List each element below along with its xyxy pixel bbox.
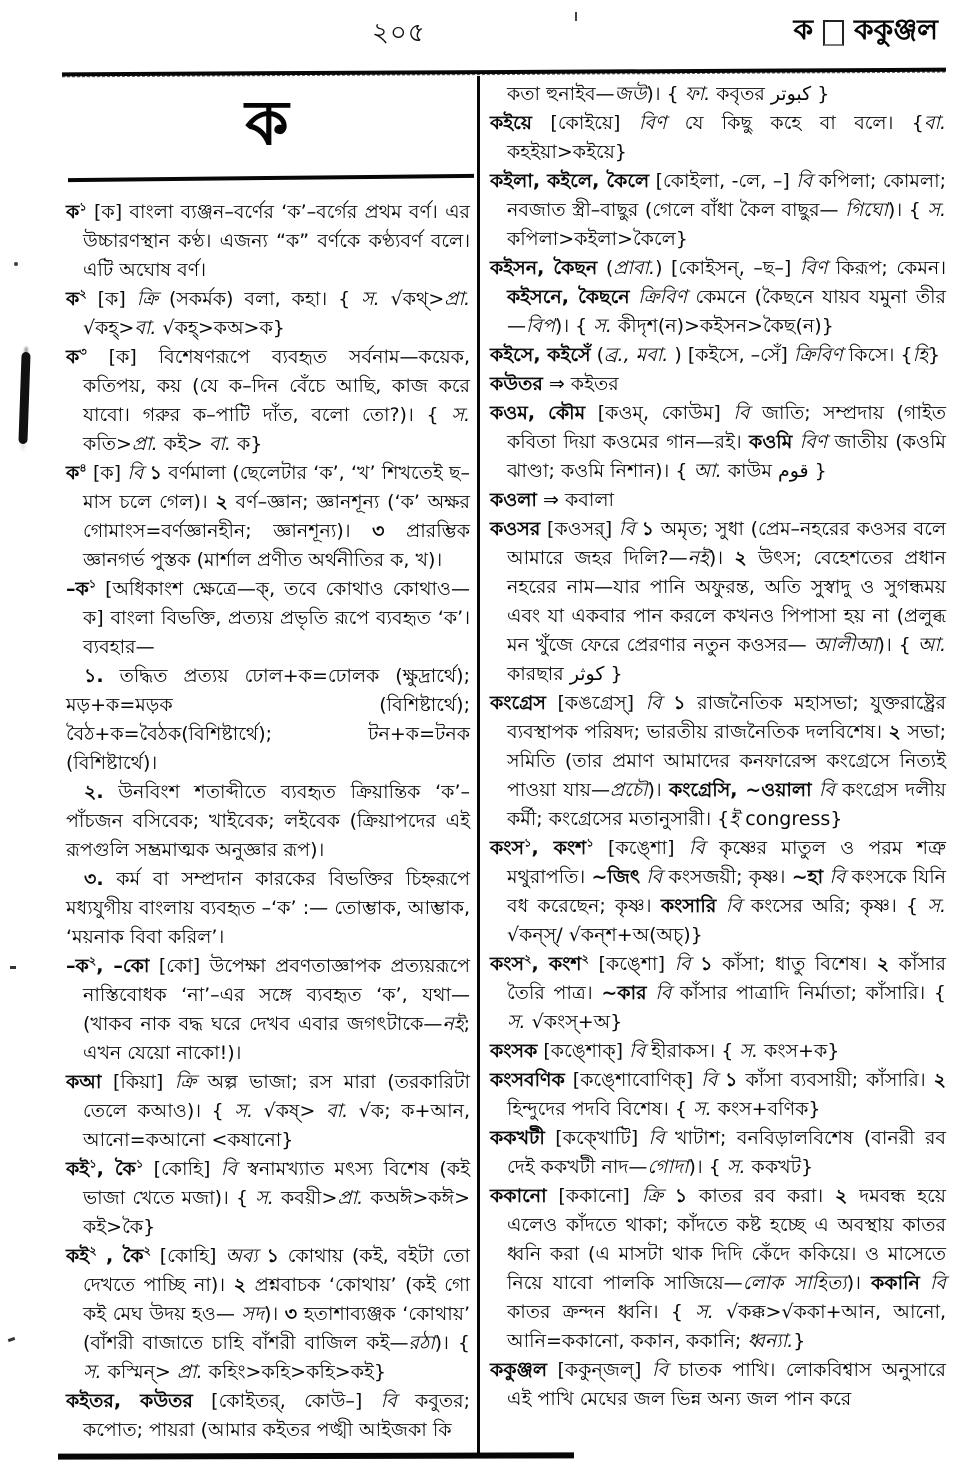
scan-speck-artifact	[8, 1337, 16, 1342]
right-column	[490, 80, 946, 1414]
scan-speck-artifact	[575, 12, 577, 21]
scan-smudge-artifact	[18, 352, 30, 444]
dictionary-entry: কংগ্রেস [কঙগ্রেস্] বি ১ রাজনৈতিক মহাসভা; যুক্তরাষ্ট্রের ব্যবস্থাপক পরিষদ; ভারতীয় রাজনৈতিক দলবিশেষ। ২ সভা; সমিতি (তার প্রমাণ আমাদের কনফারেন্স কংগ্রেসে নিত্যই পাওয়া যায়—প্রচৌ)। কংগ্রেসি, ~ওয়ালা বি কংগ্রেস দলীয় কর্মী; কংগ্রেসের মতানুসারী। {ই congress}	[490, 692, 946, 830]
dictionary-entry: ককানো [ককানো] ক্রি ১ কাতর রব করা। ২ দমবন্ধ হয়ে এলেও কাঁদতে থাকা; কাঁদতে কষ্ট হচ্ছে এ অবস্থায় কাতর ধ্বনি করা (এ মাসটা থাক দিদি কেঁদে ককিয়ে। ও মাসেতে নিয়ে যাবো পালকি সাজিয়ে—লোক সাহিত্য)। ককানি বি কাতর ক্রন্দন ধ্বনি। { স. √কক্ক>√ককা+আন, আনো, আনি=ককানো, ককান, ককানি; ধ্বন্যা.}	[490, 1185, 947, 1352]
dictionary-entry: কইসন, কৈছন (প্রাবা.) [কোইসন্, –ছ–] বিণ কিরূপ; কেমন। কইসনে, কৈছনে ক্রিবিণ কেমনে (কৈছনে যায়ব যমুনা তীর—বিপ)। { স. কীদৃশ(ন)>কইসন>কৈছ(ন)}	[490, 257, 947, 337]
dictionary-entry: ককখটী [কক্খোটি] বি খাটাশ; বনবিড়ালবিশেষ (বানরী রব দেই ককখটী নাদ—গোদা)। { স. ককখট}	[490, 1127, 946, 1178]
guide-word-last: ককুঞ্জল	[854, 13, 938, 46]
guide-word-first: ক	[793, 13, 814, 46]
dictionary-entry: ক$^১$ [ক] বাংলা ব্যঞ্জন–বর্ণের ‘ক’–বর্গের প্রথম বর্ণ। এর উচ্চারণস্থান কণ্ঠ। এজন্য “ক” বর্ণকে কণ্ঠ্যবর্ণ বলে। এটি অঘোষ বর্ণ।	[66, 199, 470, 281]
header-rule	[62, 68, 946, 77]
dictionary-entry: কই$^২$ , কৈ$^২$ [কোহি] অব্য ১ কোথায় (কই, বইটা তো দেখতে পাচ্ছি না)। ২ প্রশ্নবাচক ‘কোথায়’ (কই গো কই মেঘ উদয় হও— সদ)। ৩ হতাশাব্যঞ্জক ‘কোথায়’ (বাঁশরী বাজাতে চাহি বাঁশরী বাজিল কই—রঠা)। { স. কস্মিন্> প্রা. কহিং>কহি>কহি>কই}	[66, 1243, 470, 1383]
dictionary-entry: কওলা ⇒ কবালা	[490, 489, 614, 511]
dictionary-entry: ২. উনবিংশ শতাব্দীতে ব্যবহৃত ক্রিয়ান্তিক ‘ক’–পাঁচজন বসিবেক; খাইবেক; লইবেক (ক্রিয়াপদের এই রূপগুলি সম্ভ্রমাত্মক অনুজ্ঞার রূপ)।	[66, 781, 470, 861]
dictionary-entry: ক$^৩$ [ক] বিশেষণরূপে ব্যবহৃত সর্বনাম—কয়েক, কতিপয়, কয় (যে ক–দিন বেঁচে আছি, কাজ করে যাবো। গরুর ক–পাটি দাঁত, বলো তো?)। { স. কতি>প্রা. কই> বা. ক}	[66, 344, 470, 455]
column-divider	[477, 76, 480, 1456]
dictionary-entry: –ক$^১$ [অধিকাংশ ক্ষেত্রে—ক্, তবে কোথাও কোথাও—ক] বাংলা বিভক্তি, প্রত্যয় প্রভৃতি রূপে ব্যবহৃত ‘ক’। ব্যবহার—	[66, 576, 470, 658]
left-column	[66, 82, 470, 1445]
box-glyph-icon	[823, 20, 844, 46]
bottom-rule	[58, 1452, 574, 1459]
page-number: ২০৫	[372, 18, 426, 48]
dictionary-entry: ক$^৪$ [ক] বি ১ বর্ণমালা (ছেলেটার ‘ক’, ‘খ’ শিখতেই ছ–মাস চলে গেল)। ২ বর্ণ–জ্ঞান; জ্ঞানশূন্য (‘ক’ অক্ষর গোমাংস=বর্ণজ্ঞানহীন; জ্ঞানশূন্য)। ৩ প্রারম্ভিক জ্ঞানগর্ভ পুস্তক (মার্শাল প্রণীত অর্থনীতির ক, খ)।	[66, 460, 470, 571]
dictionary-entry: কইয়ে [কোইয়ে] বিণ যে কিছু কহে বা বলে। {বা. কহইয়া>কইয়ে}	[490, 112, 946, 163]
dictionary-entry: ১. তদ্ধিত প্রত্যয় ঢোল+ক=ঢোলক (ক্ষুদ্রার্থে); মড়+ক=মড়ক (বিশিষ্টার্থে); বৈঠ+ক=বৈঠক(বিশিষ্টার্থে); টন+ক=টনক (বিশিষ্টার্থে)।	[66, 665, 470, 774]
dictionary-entry: কইলা, কইলে, কৈলে [কোইলা, -লে, –] বি কপিলা; কোমলা; নবজাত স্ত্রী–বাছুর (গেলে বাঁধা কৈল বাছুর— গিঘো)। { স. কপিলা>কইলা>কৈলে}	[490, 170, 947, 250]
dictionary-entry: কআ [কিয়া] ক্রি অল্প ভাজা; রস মারা (তরকারিটা তেলে কআও)। { স. √কষ্> বা. √ক; ক+আন, আনো=কআনো <কষানো}	[66, 1071, 470, 1151]
right-column-entries	[490, 80, 946, 1414]
dictionary-entry: কউতর ⇒ কইতর	[490, 373, 619, 395]
dictionary-entry: কংস$^২$, কংশ$^২$ [কঙ্শো] বি ১ কাঁসা; ধাতু বিশেষ। ২ কাঁসার তৈরি পাত্র। ~কার বি কাঁসার পাত্রাদি নির্মাতা; কাঁসারি। { স. √কংস্+অ}	[490, 951, 946, 1033]
dictionary-entry: ৩. কর্ম বা সম্প্রদান কারকের বিভক্তির চিহ্নরূপে মধ্যযুগীয় বাংলায় ব্যবহৃত –‘ক’ :— তোম্ভাক, আম্ভাক, ‘ময়নাক বিবা করিল’।	[66, 868, 470, 948]
dictionary-entry: –ক$^২$, –কো [কো] উপেক্ষা প্রবণতাজ্ঞাপক প্রত্যয়রূপে নাস্তিবোধক ‘না’–এর সঙ্গে ব্যবহৃত ‘ক’, যথা—(খাকব নাক বদ্ধ ঘরে দেখব এবার জগৎটাকে—নই; এখন যেয়ো নাকো!)।	[66, 953, 470, 1064]
left-column-entries	[66, 198, 470, 1445]
scan-speck-artifact	[14, 262, 18, 266]
dictionary-entry: কওম, কৌম [কওম্, কোউম] বি জাতি; সম্প্রদায় (গাইত কবিতা দিয়া কওমের গান—রই। কওমি বিণ জাতীয় (কওমি ঝাণ্ডা; কওমি নিশান)। { আ. কাউম قوم }	[490, 402, 946, 482]
section-letter-heading: ক	[245, 86, 291, 159]
dictionary-entry: ককুঞ্জল [ককুন্জল্] বি চাতক পাখি। লোকবিশ্বাস অনুসারে এই পাখি মেঘের জল ভিন্ন অন্য জল পান করে	[490, 1359, 946, 1410]
dictionary-entry: কই$^১$, কৈ$^১$ [কোহি] বি স্বনামখ্যাত মৎস্য বিশেষ (কই ভাজা খেতে মজা)। { স. কবয়ী>প্রা. কঅঈ>কঈ> কই>কৈ}	[66, 1156, 470, 1238]
dictionary-entry: কইসে, কইসেঁ (ব্র., মবা. ) [কইসে, –সেঁ] ক্রিবিণ কিসে। {হি}	[490, 344, 941, 366]
dictionary-entry: কইতর, কউতর [কোইতর্, কোউ–] বি কবুতর; কপোত; পায়রা (আমার কইতর পঙ্খী আইজকা কি	[66, 1390, 470, 1441]
dictionary-entry: ক$^২$ [ক] ক্রি (সকর্মক) বলা, কহা। { স. √কথ্>প্রা. √কহ্>বা. √কহ্>কঅ>ক}	[66, 286, 470, 339]
dictionary-entry: কংস$^১$, কংশ$^১$ [কঙ্শো] বি কৃষ্ণের মাতুল ও পরম শত্রু মথুরাপতি। ~জিৎ বি কংসজয়ী; কৃষ্ণ। ~হা বি কংসকে যিনি বধ করেছেন; কৃষ্ণ। কংসারি বি কংসের অরি; কৃষ্ণ। { স. √কন্স্/ √কন্শ+অ(অচ্)}	[490, 835, 947, 946]
dictionary-entry: কংসক [কঙ্শোক্] বি হীরাকস। { স. কংস+ক}	[490, 1040, 840, 1062]
scan-speck-artifact	[10, 966, 16, 969]
running-head	[793, 8, 938, 55]
dictionary-entry: কতা হুনাইব—জউ)। { ফা. কবৃতর كبوتر }	[507, 83, 830, 105]
dictionary-entry: কংসবণিক [কঙ্শোবোণিক্] বি ১ কাঁসা ব্যবসায়ী; কাঁসারি। ২ হিন্দুদের পদবি বিশেষ। { স. কংস+বণিক}	[490, 1069, 946, 1120]
dictionary-entry: কওসর [কওসর্] বি ১ অমৃত; সুধা (প্রেম–নহরের কওসর বলে আমারে জহর দিলি?—নই)। ২ উৎস; বেহেশতের প্রধান নহরের নাম—যার পানি অফুরন্ত, অতি সুস্বাদু ও সুগন্ধময় এবং যা একবার পান করলে কখনও পিপাসা হয় না (প্রলুব্ধ মন খুঁজে ফেরে প্রেরণার নতুন কওসর— আলীআ)। { আ. কারছার كوثر }	[490, 518, 946, 685]
